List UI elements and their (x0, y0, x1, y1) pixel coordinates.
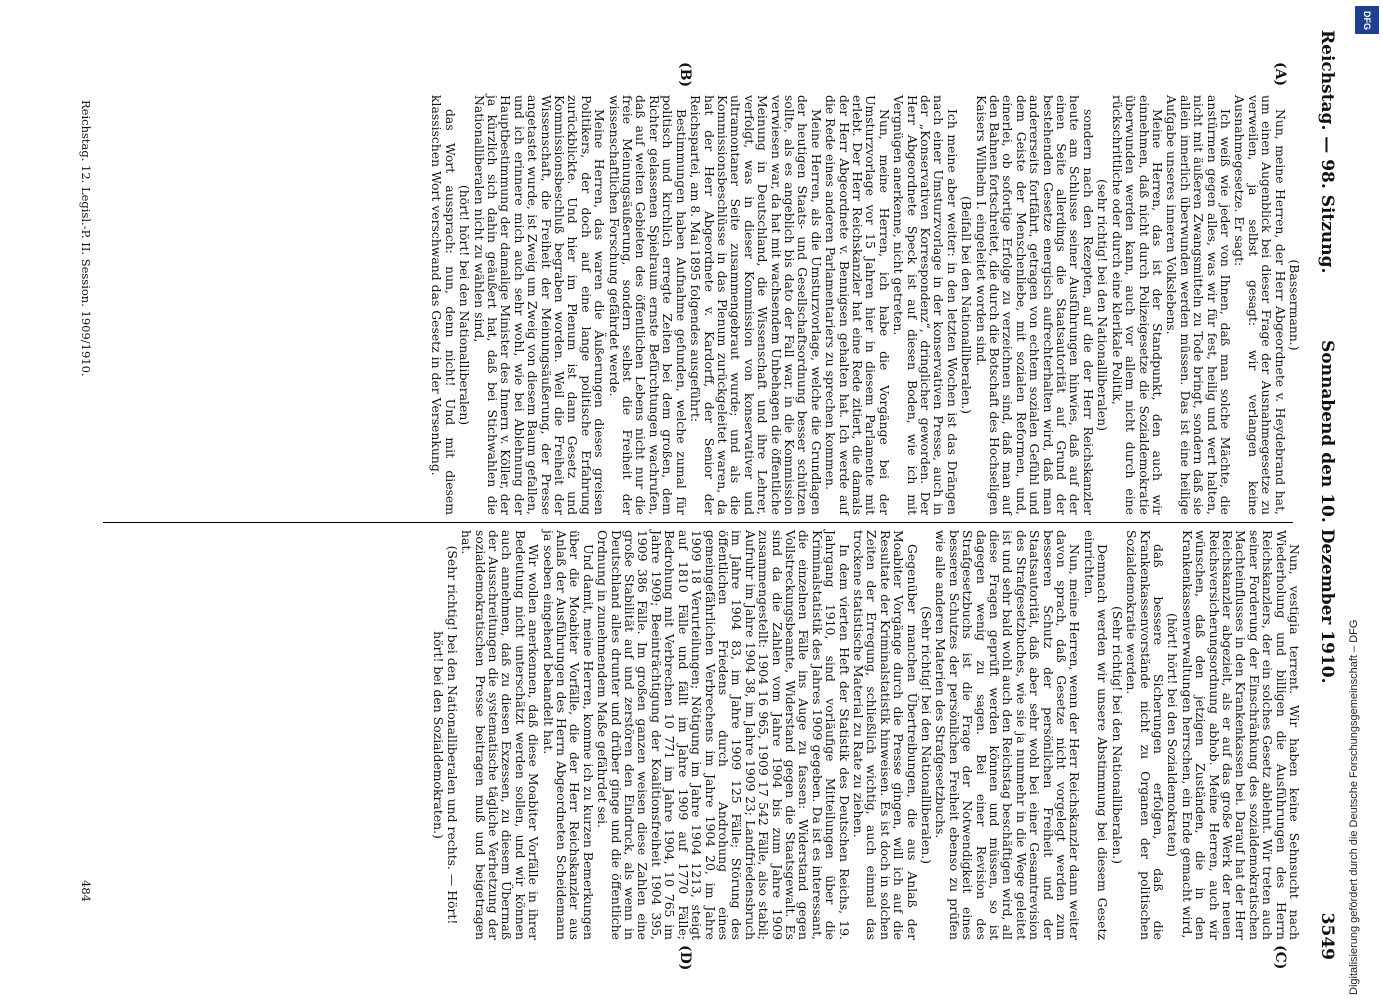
header-left: Reichstag. — 98. Sitzung. (1317, 30, 1337, 274)
footer-left: Reichstag. 12. Legisl.-P. II. Session. 1909/1910. (79, 100, 93, 377)
left-column-paragraph: Meine Herren, das waren die Äußerungen dieses greisen Politikers, der doch auf eine lange politische Erfahrung zurückblickte. Und hier im Plenum ist dann Gesetz und Kommissionsbeschluß begraben worden. Weil die Freiheit der Wissenschaft, die Freiheit der Meinungsäußerung, der Presse angetastet wurde, ist Zweig um Zweig von diesem Baum gefallen, und ich erinnere mich auch sehr wohl, wie bei Ablehnung der Hauptbestimmung der damalige Minister des Innern v. Köller, der ja kürzlich sich dahin geäußert hat, daß bei Stichwahlen die Nationalliberalen nicht zu wählen sind, (471, 95, 608, 515)
right-column-paragraph: daß bessere Sicherungen erfolgen, daß die Krankenkassenvorstände nicht zu Organen der politischen Sozialdemokratie werden. (1124, 530, 1166, 940)
right-column-paragraph: Demnach werden wir unsere Abstimmung bei diesem Gesetz einrichten. (1081, 530, 1111, 940)
left-column-paragraph: Meine Herren, das ist der Standpunkt, den auch wir einnehmen, daß nicht durch Polizeigesetze die Sozialdemokratie überwunden werden kann, auch vor allem nicht durch eine rückschrittliche oder durch eine klerikale Politik, (1109, 95, 1165, 515)
right-text-column (431, 530, 1301, 940)
margin-marker-c: (C) (1272, 945, 1288, 970)
right-column-paragraph: (Sehr richtig! bei den Nationalliberalen und rechts. — Hört! hört! bei den Sozialdemokraten.) (431, 545, 460, 925)
left-column-paragraph: (sehr richtig! bei den Nationalliberalen) (1095, 179, 1111, 431)
left-column-paragraph: sondern nach den Rezepten, auf die der Herr Reichskanzler heute am Schlusse seiner Ausführungen hinwies, daß auf der einen Seite allerdings die Staatsautorität auf Grund der bestehenden Gesetze energisch aufrechterhalten wird, daß man andererseits fortfährt, getragen von echtem sozialen Gefühl und dem Geiste der Menschenliebe, mit sozialen Reformen, und, einerlei, ob sofortige Erfolge zu verzeichnen sind, daß man auf den Bahnen fortschreitet, die durch die Botschaft des Hochseligen Kaisers Wilhelm I. eingeleitet worden sind. (973, 95, 1096, 515)
digitization-credit: Digitalisierung gefördert durch die Deutsche Forschungsgemeinschaft – DFG (1348, 619, 1360, 995)
right-column-paragraph: (hört! hört! bei den Sozialdemokraten) (1165, 613, 1181, 857)
left-text-column (429, 95, 1301, 515)
right-column-paragraph: (Sehr richtig! bei den Nationalliberalen.) (919, 606, 935, 864)
margin-marker-d: (D) (677, 945, 693, 971)
page-header (1309, 30, 1343, 970)
header-date: Sonnabend den 10. Dezember 1910. (1317, 340, 1337, 684)
page-number: 3549 (1317, 912, 1337, 960)
right-column-paragraph: (Sehr richtig! bei den Nationalliberalen.) (1109, 606, 1125, 864)
right-column-paragraph: In dem vierten Heft der Statistik des Deutschen Reichs, 19. Jahrgang 1910, sind vorläufige Mitteilungen über die Kriminalstatistik des Jahres 1909 gegeben. Da ist es interessant, die einzelnen Fälle ins Auge zu fassen: Widerstand gegen Vollstreckungsbeamte, Widerstand gegen die Staatsgewalt. Es sind da die Zahlen vom Jahre 1904 bis zum Jahre 1909 zusammengestellt: 1904 16 965, 1909 17 542 Fälle, also stabil; Aufruhr im Jahre 1904 38, im Jahre 1909 23; Landfriedensbruch im Jahre 1904 83, im Jahre 1909 125 Fälle; Störung des öffentlichen Friedens durch Androhung eines gemeingefährlichen Verbrechens im Jahre 1904 20, im Jahre 1909 18 Verurteilungen; Nötigung im Jahre 1904 1213, steigt auf 1810 Fälle und fällt im Jahre 1909 auf 1770 Fälle; Bedrohung mit Verbrechen 10 771 im Jahre 1904, 10 765 im Jahre 1909; Beeinträchtigung der Koalitionsfreiheit 1904 395, 1909 386 Fälle. Im großen ganzen weisen diese Zahlen eine große Stabilität auf und zerstören den Eindruck, als wenn in Deutschland alles drunter und drüber ginge und die öffentliche Ordnung in zunehmendem Maße gefährdet sei. (595, 530, 852, 940)
dfg-logo-icon: DFG (1355, 6, 1379, 34)
left-column-paragraph: Nun, meine Herren, ich habe die Vorgänge bei der Umsturzvorlage vor 15 Jahren hier in diesem Parlamente mit erlebt. Der Herr Reichskanzler hat eine Rede zitiert, die damals der Herr Abgeordnete v. Bennigsen gehalten hat. Ich werde auf die Rede eines anderen Parlamentariers zu sprechen kommen. (823, 95, 892, 515)
left-column-paragraph: Nun, meine Herren, der Herr Abgeordnete v. Heydebrand hat, um einen Augenblick bei dieser Frage der Ausnahmegesetze zu verweilen, ja selbst gesagt: wir verlangen keine Ausnahmegesetze. Er sagt: (1232, 95, 1288, 515)
left-column-paragraph: (hört! hört! bei den Nationalliberalen) (457, 184, 473, 426)
left-column-paragraph: Meine Herren, als die Umsturzvorlage, welche die Grundlagen der heutigen Staats- und Gesellschaftsordnung besser schützen sollte, als es angeblich bis dato der Fall war, in die Kommission verwiesen war, da hat mit wachsendem Unbehagen die öffentliche Meinung in Deutschland, die Wissenschaft und ihre Lehrer, verfolgt, was in dieser Kommission von konservativer und ultramontaner Seite zusammengebraut wurde; und als die Kommissionsbeschlüsse in das Plenum zurückgeleitet waren, da hat der Herr Abgeordnete v. Kardorff, der Senior der Reichspartei, am 8. Mai 1895 folgendes ausgeführt: (688, 95, 824, 515)
left-column-paragraph: Ich weiß wie jeder von Ihnen, daß man solche Mächte, die anstürmen gegen alles, was wir für fest, heilig und wert halten, nicht mit äußeren Zwangsmitteln zu Tode bringt, sondern daß sie allein innerlich überwunden werden müssen. Das ist eine heilige Aufgabe unseres inneren Volkslebens. (1164, 95, 1233, 515)
right-column-paragraph: Und damit, meine Herren, komme ich zu kurzen Bemerkungen über die Moabiter Vorfälle, die der Herr Reichskanzler aus Anlaß der Ausführungen des Herrn Abgeordneten Scheidemann ja soeben eingehend behandelt hat. (540, 530, 596, 941)
left-column-paragraph: Bestimmungen haben Aufnahme gefunden, welche zumal für politisch und kirchlich erregte Zeiten bei dem großen, dem Richter gelassenen Spielraum ernste Befürchtungen wachrufen, daß auf weiten Gebieten des öffentlichen Lebens nicht nur die freie Meinungsäußerung, sondern selbst die Freiheit der wissenschaftlichen Forschung gefährdet werde. (606, 95, 689, 515)
margin-marker-a: (A) (1272, 62, 1288, 87)
left-column-paragraph: Ich meine aber weiter: in den letzten Wochen ist das Drängen nach einer Umsturzvorlage in der konservativen Presse, auch in der „Konservativen Korrespondenz“, dringlicher geworden. Der Herr Abgeordnete Speck ist auf diesen Boden, wie ich mit Vergnügen anerkenne, nicht getreten. (891, 95, 960, 515)
right-column-paragraph: Nun, vestigia terrent. Wir haben keine Sehnsucht nach Wiederholung und billigen die Ausführungen des Herrn Reichskanzlers, der ein solches Gesetz ablehnt. Wir treten auch seiner Forderung der Einschränkung des sozialdemokratischen Machteinflusses in den Krankenkassen bei. Darauf hat der Herr Reichskanzler abgezielt, als er auf das große Werk der neuen Reichsversicherungsordnung abhob. Meine Herren, auch wir wünschen, daß den jetzigen Zuständen, die in den Krankenkassenverwaltungen herrschen, ein Ende gemacht wird, (1179, 530, 1302, 940)
right-column-paragraph: Wir wollen anerkennen, daß diese Moabiter Vorfälle in ihrer Bedeutung nicht unterschätzt werden sollen, und wir können auch annehmen, daß zu diesen Exzessen, zu diesem Übermaß der Ausschreitungen die systematische tägliche Verhetzung der sozialdemokratischen Presse beitragen muß und beigetragen hat. (459, 530, 542, 940)
margin-marker-b: (B) (677, 62, 693, 88)
right-column-paragraph: Nun, meine Herren, wenn der Herr Reichskanzler dann weiter davon sprach, daß Gesetze nicht vorgelegt werden zum besseren Schutz der persönlichen Freiheit und der Staatsautorität, daß aber sehr wohl bei einer Gesamtrevision des Strafgesetzbuches, wie sie ja nunmehr in die Wege geleitet ist und sehr bald wohl auch den Reichstag beschäftigen wird, all diese Fragen geprüft werden können und müssen, so ist dagegen wenig zu sagen. Bei einer Revision des Strafgesetzbuchs ist die Frage der Notwendigkeit eines besseren Schutzes der persönlichen Freiheit ebenso zu prüfen wie alle anderen Materien des Strafgesetzbuchs. (933, 530, 1083, 940)
left-column-paragraph: (Bassermann.) (1287, 259, 1302, 351)
right-column-paragraph: Gegenüber manchen Übertreibungen, die aus Anlaß der Moabiter Vorgänge durch die Presse gingen, will ich auf die Resultate der Kriminalstatistik hinweisen. Es ist doch in solchen Zeiten der Erregung, schließlich wichtig, auch einmal das trockene statistische Material zu Rate zu ziehen. (851, 530, 920, 940)
left-column-paragraph: das Wort aussprach: nun, denn nicht! Und mit diesem klassischen Wort verschwand das Gesetz in der Versenkung. (429, 95, 458, 515)
column-divider (103, 522, 1293, 523)
left-column-paragraph: (Beifall bei den Nationalliberalen.) (959, 196, 975, 414)
footer-page-number: 484 (79, 880, 93, 902)
